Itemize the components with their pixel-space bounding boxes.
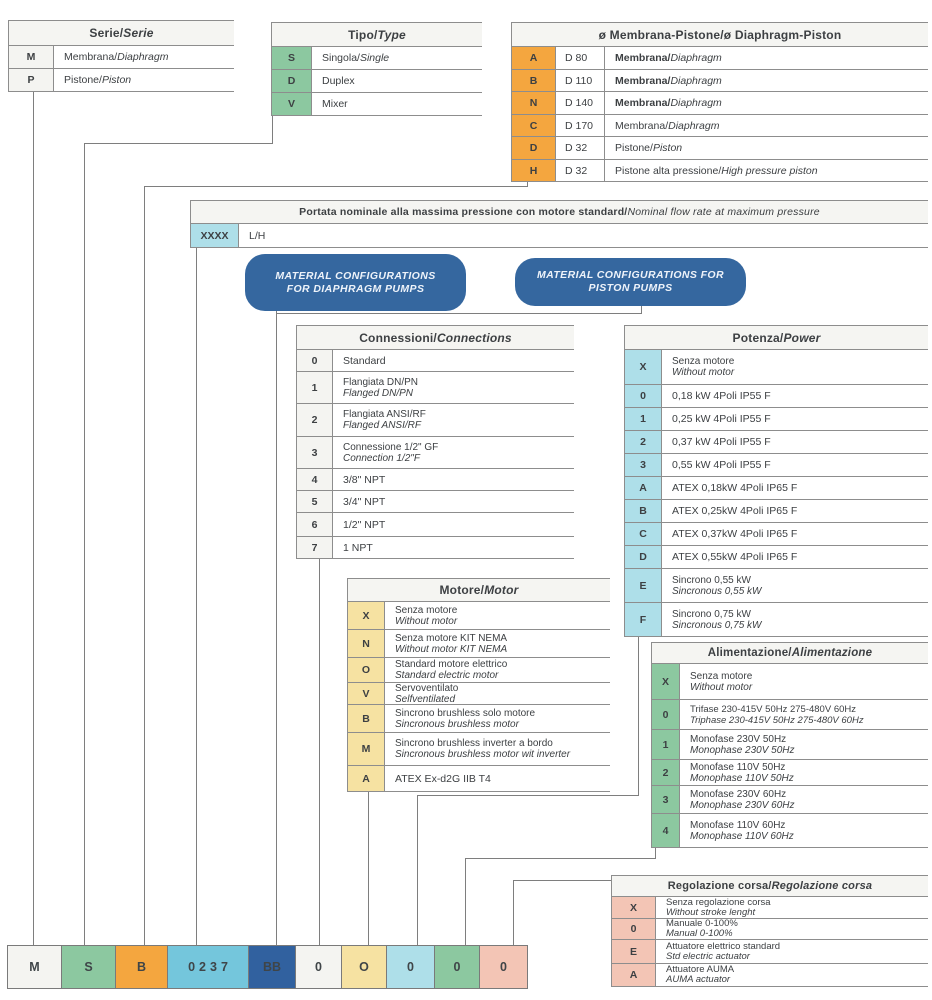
alimentazione-row-2 bbox=[652, 760, 928, 786]
table-connessioni-header: Connessioni/ Connections bbox=[297, 325, 574, 350]
serie-row-M bbox=[9, 46, 234, 69]
table-regolazione-header: Regolazione corsa/ Regolazione corsa bbox=[612, 875, 928, 897]
table-serie-header: Serie/ Serie bbox=[9, 20, 234, 46]
connector bbox=[417, 795, 418, 945]
code-cell: H bbox=[512, 160, 556, 181]
code-cell: F bbox=[625, 603, 662, 636]
connector bbox=[417, 795, 639, 796]
motore-row-A bbox=[348, 766, 610, 792]
table-tipo-header: Tipo/ Type bbox=[272, 22, 482, 47]
alimentazione-row-X bbox=[652, 664, 928, 700]
code-cell-serie: M bbox=[7, 945, 62, 989]
regolazione-row-E bbox=[612, 940, 928, 964]
table-motore bbox=[347, 578, 610, 792]
code-cell: 1 bbox=[297, 372, 333, 403]
code-cell: P bbox=[9, 69, 54, 91]
connector bbox=[276, 313, 277, 945]
diametro-row-C bbox=[512, 115, 928, 137]
table-tipo bbox=[271, 22, 482, 116]
row-label: Sincrono brushless inverter a bordo Sincronous brushless motor wit inverter bbox=[395, 738, 571, 760]
table-alimentazione bbox=[651, 642, 928, 848]
connector bbox=[465, 858, 656, 859]
connessioni-row-3 bbox=[297, 437, 574, 469]
connector bbox=[276, 313, 642, 314]
code-cell-material-config: BB bbox=[248, 945, 296, 989]
table-motore-header: Motore/ Motor bbox=[348, 578, 610, 602]
code-cell: 0 bbox=[625, 385, 662, 407]
code-cell: 4 bbox=[652, 814, 680, 847]
row-label: Pistone/ Piston bbox=[64, 74, 132, 86]
row-label: 1 NPT bbox=[343, 541, 373, 554]
row-label: Pistone alta pressione/ High pressure piston bbox=[615, 164, 818, 177]
potenza-row-A bbox=[625, 477, 928, 500]
code-cell: X bbox=[625, 350, 662, 384]
diametro-row-D bbox=[512, 137, 928, 160]
connector bbox=[144, 186, 145, 945]
diameter-cell: D 140 bbox=[556, 92, 605, 114]
code-cell: O bbox=[348, 658, 385, 682]
code-cell: C bbox=[512, 115, 556, 136]
regolazione-row-X bbox=[612, 897, 928, 919]
code-cell-potenza: 0 bbox=[386, 945, 435, 989]
code-cell: 5 bbox=[297, 491, 333, 512]
alimentazione-row-0 bbox=[652, 700, 928, 730]
code-cell: 6 bbox=[297, 513, 333, 536]
potenza-row-C bbox=[625, 523, 928, 546]
tipo-row-S bbox=[272, 47, 482, 70]
diameter-cell: D 32 bbox=[556, 160, 605, 181]
diameter-cell: D 170 bbox=[556, 115, 605, 136]
table-diametro-header: ø Membrana-Pistone/ ø Diaphragm-Piston bbox=[512, 22, 928, 47]
code-cell: 3 bbox=[652, 786, 680, 813]
row-label: Monofase 110V 50Hz Monophase 110V 50Hz bbox=[690, 761, 794, 784]
row-label: 0,25 kW 4Poli IP55 F bbox=[672, 413, 771, 425]
connector bbox=[513, 880, 612, 881]
code-cell: D bbox=[272, 70, 312, 92]
row-label: Attuatore AUMA AUMA actuator bbox=[666, 964, 735, 985]
diametro-row-H bbox=[512, 160, 928, 182]
row-label: Senza motore Without motor bbox=[672, 356, 735, 378]
row-label: Connessione 1/2" GF Connection 1/2"F bbox=[343, 441, 439, 464]
potenza-row-3 bbox=[625, 454, 928, 477]
potenza-row-B bbox=[625, 500, 928, 523]
alimentazione-row-1 bbox=[652, 730, 928, 760]
row-label: Mixer bbox=[322, 98, 348, 110]
code-cell: 7 bbox=[297, 537, 333, 558]
code-cell-regolazione: 0 bbox=[479, 945, 528, 989]
code-cell: B bbox=[625, 500, 662, 522]
row-label: Sincrono 0,55 kW Sincronous 0,55 kW bbox=[672, 574, 762, 597]
row-label: Senza regolazione corsa Without stroke lenght bbox=[666, 896, 771, 918]
code-cell-diametro: B bbox=[115, 945, 168, 989]
row-label: 1/2" NPT bbox=[343, 518, 386, 531]
code-cell: A bbox=[348, 766, 385, 791]
row-label: Sincrono 0,75 kW Sincronous 0,75 kW bbox=[672, 608, 762, 631]
code-cell: B bbox=[512, 70, 556, 91]
row-label: Duplex bbox=[322, 75, 355, 87]
table-potenza bbox=[624, 325, 928, 637]
row-label: Trifase 230-415V 50Hz 275-480V 60Hz Triphase 230-415V 50Hz 275-480V 60Hz bbox=[690, 703, 864, 726]
row-label: Servoventilato Selfventilated bbox=[395, 682, 459, 705]
row-label: Senza motore Without motor bbox=[690, 670, 753, 693]
code-cell: X bbox=[652, 664, 680, 699]
code-cell-motore: O bbox=[341, 945, 387, 989]
potenza-row-2 bbox=[625, 431, 928, 454]
code-cell-portata: 0237 bbox=[167, 945, 249, 989]
portata-row bbox=[191, 224, 928, 248]
connector bbox=[196, 246, 197, 945]
serie-row-P bbox=[9, 69, 234, 92]
alimentazione-row-4 bbox=[652, 814, 928, 848]
row-label: Standard bbox=[343, 354, 386, 367]
row-label: ATEX 0,37kW 4Poli IP65 F bbox=[672, 528, 798, 540]
row-label: 3/8" NPT bbox=[343, 473, 386, 486]
code-cell: C bbox=[625, 523, 662, 545]
table-portata-header: Portata nominale alla massima pressione con motore standard/ Nominal flow rate at maximum pressure bbox=[191, 200, 928, 224]
row-label: Monofase 230V 50Hz Monophase 230V 50Hz bbox=[690, 733, 795, 756]
table-diametro bbox=[511, 22, 928, 182]
row-label: Monofase 110V 60Hz Monophase 110V 60Hz bbox=[690, 819, 794, 842]
connector bbox=[84, 143, 85, 945]
connessioni-row-4 bbox=[297, 469, 574, 491]
potenza-row-D bbox=[625, 546, 928, 569]
row-label: ATEX 0,18kW 4Poli IP65 F bbox=[672, 482, 798, 494]
motore-row-O bbox=[348, 658, 610, 683]
table-regolazione bbox=[611, 875, 928, 987]
connector bbox=[144, 186, 528, 187]
row-label: Membrana/ Diaphragm bbox=[615, 97, 722, 109]
code-cell: 0 bbox=[652, 700, 680, 729]
row-label: Senza motore Without motor bbox=[395, 604, 458, 627]
code-cell: 3 bbox=[625, 454, 662, 476]
row-label: Flangiata ANSI/RF Flanged ANSI/RF bbox=[343, 409, 426, 431]
row-label: Membrana/ Diaphragm bbox=[615, 52, 722, 64]
motore-row-X bbox=[348, 602, 610, 630]
code-cell: E bbox=[612, 940, 656, 963]
connector bbox=[368, 790, 369, 945]
row-label: Singola/ Single bbox=[322, 52, 390, 64]
connector bbox=[465, 858, 466, 945]
potenza-row-X bbox=[625, 350, 928, 385]
code-cell: E bbox=[625, 569, 662, 602]
code-cell: S bbox=[272, 47, 312, 69]
row-label: ATEX 0,25kW 4Poli IP65 F bbox=[672, 505, 798, 517]
code-cell: N bbox=[348, 630, 385, 657]
table-potenza-header: Potenza/ Power bbox=[625, 325, 928, 350]
code-cell: 2 bbox=[652, 760, 680, 785]
row-label: 3/4" NPT bbox=[343, 495, 386, 508]
motore-row-B bbox=[348, 705, 610, 733]
connector bbox=[84, 143, 273, 144]
diametro-row-N bbox=[512, 92, 928, 115]
row-label: Flangiata DN/PN Flanged DN/PN bbox=[343, 376, 419, 399]
table-connessioni bbox=[296, 325, 574, 559]
motore-row-V bbox=[348, 683, 610, 705]
connector bbox=[513, 880, 514, 945]
connector bbox=[272, 114, 273, 144]
code-cell: X bbox=[348, 602, 385, 629]
code-cell: V bbox=[348, 683, 385, 704]
potenza-row-E bbox=[625, 569, 928, 603]
tipo-row-D bbox=[272, 70, 482, 93]
code-cell-alimentazione: 0 bbox=[434, 945, 480, 989]
row-label: Membrana/ Diaphragm bbox=[615, 119, 720, 132]
code-cell: 2 bbox=[625, 431, 662, 453]
row-label: 0,55 kW 4Poli IP55 F bbox=[672, 459, 771, 471]
code-cell: 0 bbox=[297, 350, 333, 371]
motore-row-M bbox=[348, 733, 610, 766]
model-code-row bbox=[7, 945, 528, 989]
code-cell: A bbox=[625, 477, 662, 499]
row-label: Monofase 230V 60Hz Monophase 230V 60Hz bbox=[690, 788, 795, 811]
code-cell: M bbox=[348, 733, 385, 765]
code-cell-connessioni: 0 bbox=[295, 945, 342, 989]
connessioni-row-0 bbox=[297, 350, 574, 372]
potenza-row-F bbox=[625, 603, 928, 637]
table-serie bbox=[8, 20, 234, 92]
connessioni-row-5 bbox=[297, 491, 574, 513]
alimentazione-row-3 bbox=[652, 786, 928, 814]
row-label: 0,18 kW 4Poli IP55 F bbox=[672, 390, 771, 402]
code-cell: A bbox=[612, 964, 656, 986]
row-label: L/H bbox=[249, 229, 266, 242]
code-cell: N bbox=[512, 92, 556, 114]
row-label: ATEX Ex-d2G IIB T4 bbox=[395, 772, 491, 785]
diameter-cell: D 80 bbox=[556, 47, 605, 69]
diametro-row-B bbox=[512, 70, 928, 92]
material-config-piston-box: MATERIAL CONFIGURATIONS FOR PISTON PUMPS bbox=[515, 258, 746, 306]
code-cell: M bbox=[9, 46, 54, 68]
code-cell: D bbox=[625, 546, 662, 568]
row-label: Membrana/ Diaphragm bbox=[615, 74, 722, 87]
connector bbox=[319, 556, 320, 945]
code-cell: 0 bbox=[612, 919, 656, 939]
code-cell: XXXX bbox=[191, 224, 239, 247]
code-cell: 4 bbox=[297, 469, 333, 490]
tipo-row-V bbox=[272, 93, 482, 116]
potenza-row-1 bbox=[625, 408, 928, 431]
row-label: Standard motore elettrico Standard electric motor bbox=[395, 659, 508, 681]
code-cell: 3 bbox=[297, 437, 333, 468]
motore-row-N bbox=[348, 630, 610, 658]
row-label: Senza motore KIT NEMA Without motor KIT NEMA bbox=[395, 632, 508, 655]
code-cell: X bbox=[612, 897, 656, 918]
regolazione-row-0 bbox=[612, 919, 928, 940]
connessioni-row-7 bbox=[297, 537, 574, 559]
connector bbox=[638, 634, 639, 796]
diameter-cell: D 32 bbox=[556, 137, 605, 159]
connessioni-row-6 bbox=[297, 513, 574, 537]
code-cell: 1 bbox=[652, 730, 680, 759]
diametro-row-A bbox=[512, 47, 928, 70]
diameter-cell: D 110 bbox=[556, 70, 605, 91]
row-label: Attuatore elettrico standard Std electric actuator bbox=[666, 940, 781, 962]
code-cell: 2 bbox=[297, 404, 333, 436]
connessioni-row-2 bbox=[297, 404, 574, 437]
code-cell: 1 bbox=[625, 408, 662, 430]
table-alimentazione-header: Alimentazione/ Alimentazione bbox=[652, 642, 928, 664]
code-cell: V bbox=[272, 93, 312, 115]
connessioni-row-1 bbox=[297, 372, 574, 404]
row-label: ATEX 0,55kW 4Poli IP65 F bbox=[672, 551, 798, 563]
table-portata bbox=[190, 200, 928, 248]
row-label: Membrana/ Diaphragm bbox=[64, 51, 169, 63]
material-config-diaphragm-box: MATERIAL CONFIGURATIONS FOR DIAPHRAGM PUMPS bbox=[245, 254, 466, 311]
regolazione-row-A bbox=[612, 964, 928, 987]
potenza-row-0 bbox=[625, 385, 928, 408]
row-label: Sincrono brushless solo motore Sincronous brushless motor bbox=[395, 707, 536, 730]
row-label: Manuale 0-100% Manual 0-100% bbox=[666, 918, 738, 939]
connector bbox=[33, 90, 34, 945]
code-cell-tipo: S bbox=[61, 945, 116, 989]
code-cell: D bbox=[512, 137, 556, 159]
row-label: 0,37 kW 4Poli IP55 F bbox=[672, 436, 771, 448]
row-label: Pistone/ Piston bbox=[615, 142, 683, 154]
code-cell: B bbox=[348, 705, 385, 732]
code-cell: A bbox=[512, 47, 556, 69]
